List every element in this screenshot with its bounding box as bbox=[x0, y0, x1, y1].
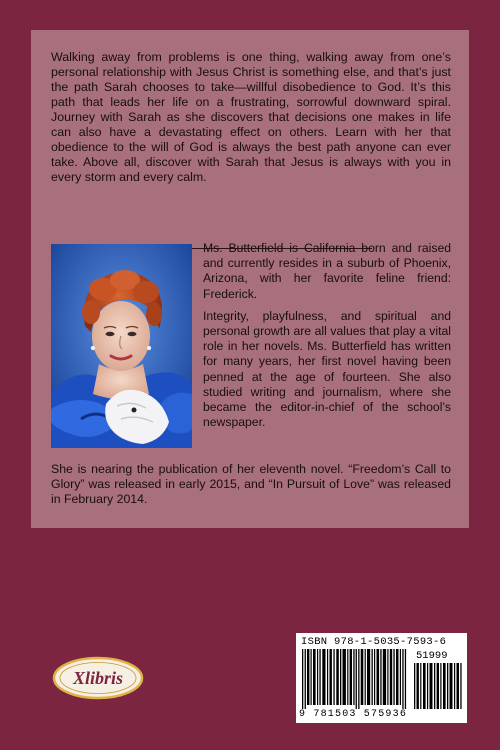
publisher-name: Xlibris bbox=[72, 668, 124, 688]
price-code: 51999 bbox=[416, 650, 448, 662]
xlibris-logo-icon bbox=[52, 655, 144, 701]
text-panel bbox=[31, 30, 469, 528]
bio-paragraph: Ms. Butterfield is California born and raised and currently resides in a suburb of Phoenix, Arizona, with her favorite feline friend: Frederick. bbox=[203, 241, 451, 301]
ean-number: 9 781503 575936 bbox=[299, 709, 408, 720]
isbn-label: ISBN 978-1-5035-7593-6 bbox=[301, 636, 447, 648]
author-portrait-illustration bbox=[51, 244, 192, 448]
barcode-box bbox=[296, 633, 467, 723]
xlibris-logo bbox=[52, 655, 144, 701]
author-bio bbox=[203, 241, 451, 437]
author-photo bbox=[51, 244, 192, 448]
publication-note: She is nearing the publication of her eleventh novel. “Freedom’s Call to Glory” was released in early 2015, and “In Pursuit of Love” was released in February 2014. bbox=[51, 462, 451, 507]
bio-paragraph: Integrity, playfulness, and spiritual and personal growth are all values that play a vital role in her novels. Ms. Butterfield has written for many years, her first novel having been penned at the age of fourteen. She also studied writing and journalism, where she became the editor-in-chief of the school’s newspaper. bbox=[203, 308, 451, 430]
book-blurb: Walking away from problems is one thing, walking away from one’s personal relationship with Jesus Christ is something else, and that’s just the path Sarah chooses to take—willful disobedience to God. It’s this path that leads her life on a frustrating, sorrowful downward spiral. Journey with Sarah as she discovers that decisions one makes in life can also have a devastating effect on others. Learn with her that obedience to the will of God is always the best path anyone can ever take. Above all, discover with Sarah that Jesus is always with you in every storm and every calm. bbox=[51, 50, 451, 184]
